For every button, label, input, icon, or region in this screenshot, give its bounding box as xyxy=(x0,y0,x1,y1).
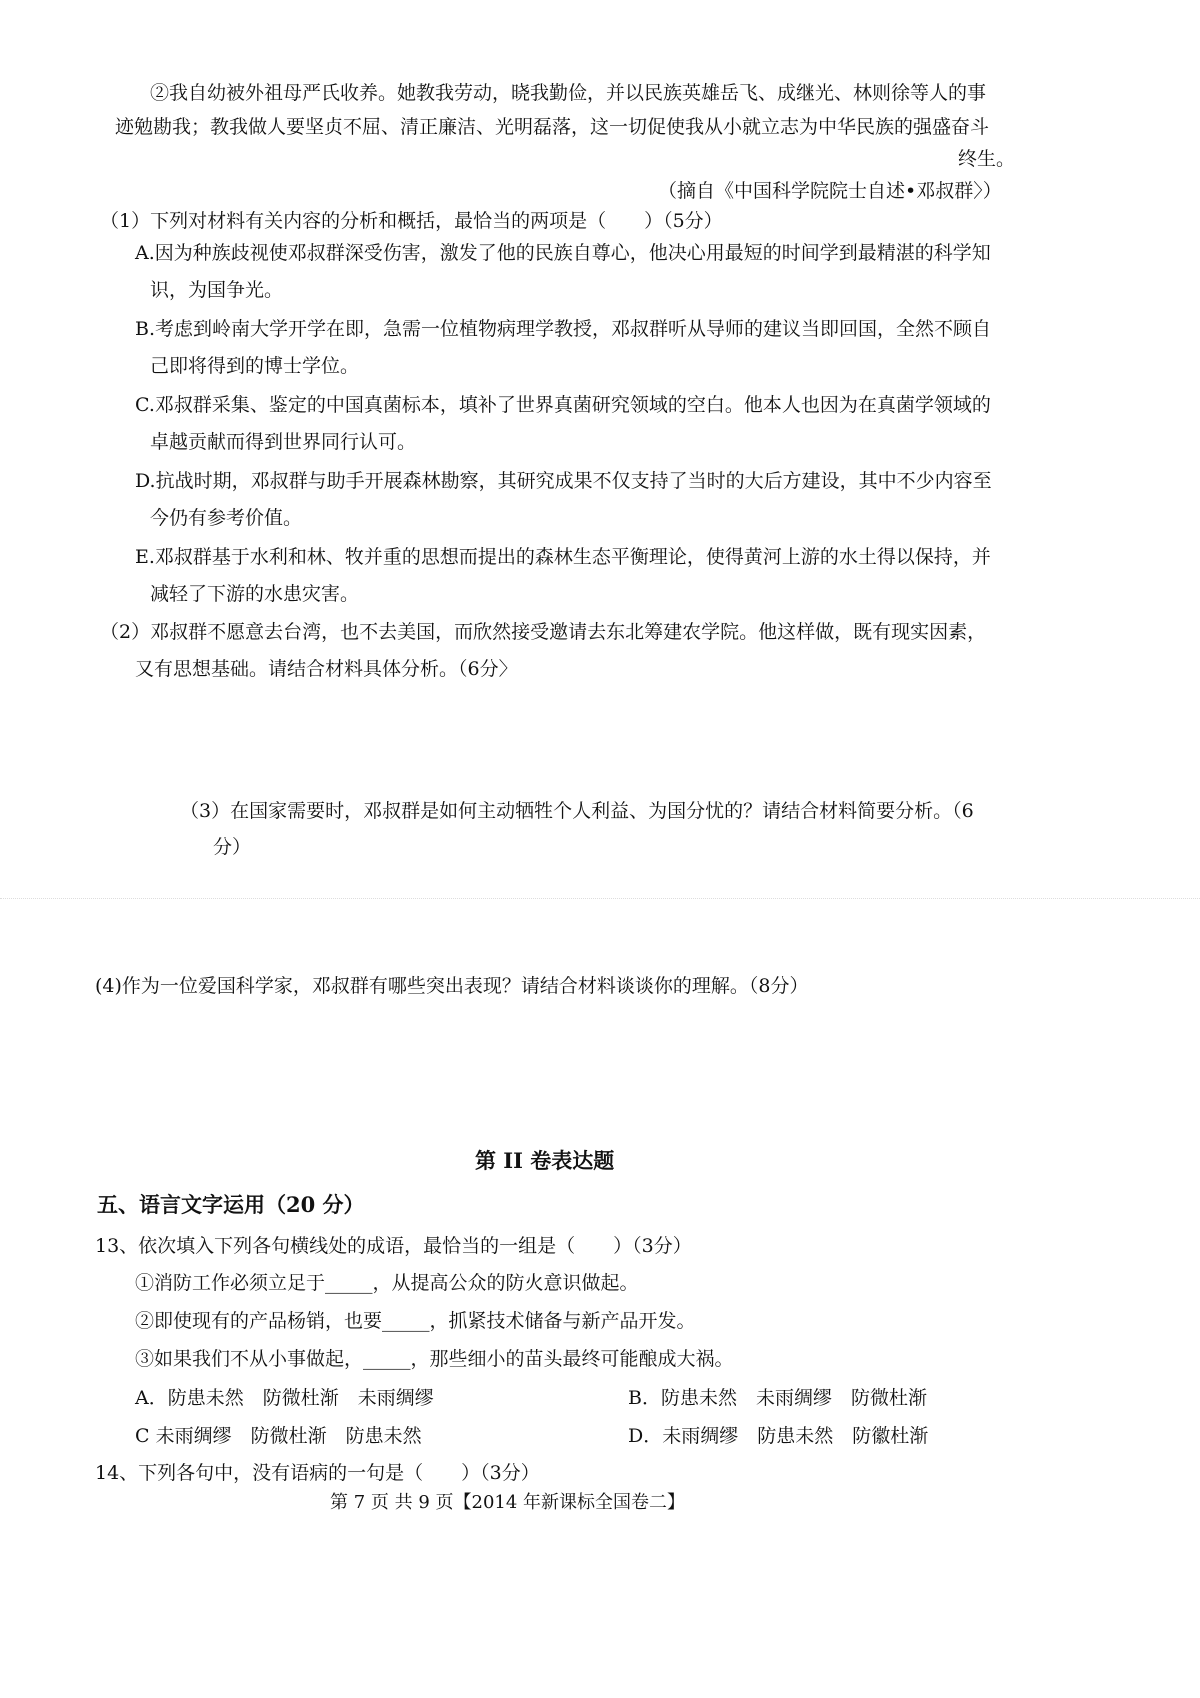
q1-option-e-line2: 减轻了下游的水患灾害。 xyxy=(150,583,360,605)
q13-option-c: C 未雨绸缪 防微杜渐 防患未然 xyxy=(135,1425,422,1447)
q1-option-b-line1: B.考虑到岭南大学开学在即，急需一位植物病理学教授，邓叔群听从导师的建议当即回国，全然不顾自 xyxy=(135,318,992,340)
page-footer: 第 7 页 共 9 页【2014 年新课标全国卷二】 xyxy=(330,1492,686,1513)
q1-option-d-line2: 今仍有参考价值。 xyxy=(150,507,303,529)
q14-stem: 14、下列各句中，没有语病的一句是（ ）（3分） xyxy=(95,1462,540,1484)
q1-option-c-line1: C.邓叔群采集、鉴定的中国真菌标本，填补了世界真菌研究领域的空白。他本人也因为在真菌学领域的 xyxy=(135,394,991,416)
q13-option-d: D．未雨绸缪 防患未然 防徽杜渐 xyxy=(628,1425,929,1447)
section5-title: 五、语言文字运用（20 分） xyxy=(97,1192,365,1217)
q1-option-d-line1: D.抗战时期，邓叔群与助手开展森林勘察，其研究成果不仅支持了当时的大后方建设，其中不少内容至 xyxy=(135,470,992,492)
q1-option-a-line2: 识，为国争光。 xyxy=(150,279,284,301)
q3-line1: （3）在国家需要时，邓叔群是如何主动牺牲个人利益、为国分忧的？请结合材料简要分析。（6 xyxy=(180,800,974,822)
q13-option-b: B．防患未然 未雨绸缪 防微杜渐 xyxy=(628,1387,927,1409)
q1-option-e-line1: E.邓叔群基于水利和林、牧并重的思想而提出的森林生态平衡理论，使得黄河上游的水土得以保持，并 xyxy=(135,546,991,568)
page-separator xyxy=(0,898,1200,899)
part2-title: 第 II 卷表达题 xyxy=(475,1148,615,1173)
material-source: （摘自《中国科学院院士自述•邓叔群〉） xyxy=(658,180,1002,202)
material-para2-line3: 终生。 xyxy=(958,148,1016,170)
q13-stem: 13、依次填入下列各句横线处的成语，最恰当的一组是（ ）（3分） xyxy=(95,1235,692,1257)
material-para2-line1: ②我自幼被外祖母严氏收养。她教我劳动，晓我勤俭，并以民族英雄岳飞、成继光、林则徐等人的事 xyxy=(150,82,987,104)
q13-option-a: A．防患未然 防微杜渐 未雨绸缪 xyxy=(135,1387,434,1409)
q1-option-a-line1: A.因为种族歧视使邓叔群深受伤害，激发了他的民族自尊心，他决心用最短的时间学到最精湛的科学知 xyxy=(135,242,991,264)
material-para2-line2: 迹勉勘我；教我做人要坚贞不屈、清正廉洁、光明磊落，这一切促使我从小就立志为中华民族的强盛奋斗 xyxy=(115,116,990,138)
q13-sentence-1: ①消防工作必须立足于_____，从提高公众的防火意识做起。 xyxy=(135,1272,639,1294)
q1-stem: （1）下列对材料有关内容的分析和概括，最恰当的两项是（ ）（5分） xyxy=(100,210,723,232)
q3-line2: 分） xyxy=(213,836,252,858)
q2-line1: （2）邓叔群不愿意去台湾，也不去美国，而欣然接受邀请去东北筹建农学院。他这样做，既有现实因素， xyxy=(100,621,987,643)
q1-option-b-line2: 己即将得到的博士学位。 xyxy=(150,355,360,377)
q2-line2: 又有思想基础。请结合材料具体分析。（6分〉 xyxy=(135,658,518,680)
q4-line1: (4)作为一位爱国科学家，邓叔群有哪些突出表现？请结合材料谈谈你的理解。（8分） xyxy=(95,975,809,997)
q13-sentence-2: ②即使现有的产品杨销，也要_____，抓紧技术储备与新产品开发。 xyxy=(135,1310,696,1332)
q13-sentence-3: ③如果我们不从小事做起，_____，那些细小的苗头最终可能酿成大祸。 xyxy=(135,1348,734,1370)
q1-option-c-line2: 卓越贡献而得到世界同行认可。 xyxy=(150,431,417,453)
